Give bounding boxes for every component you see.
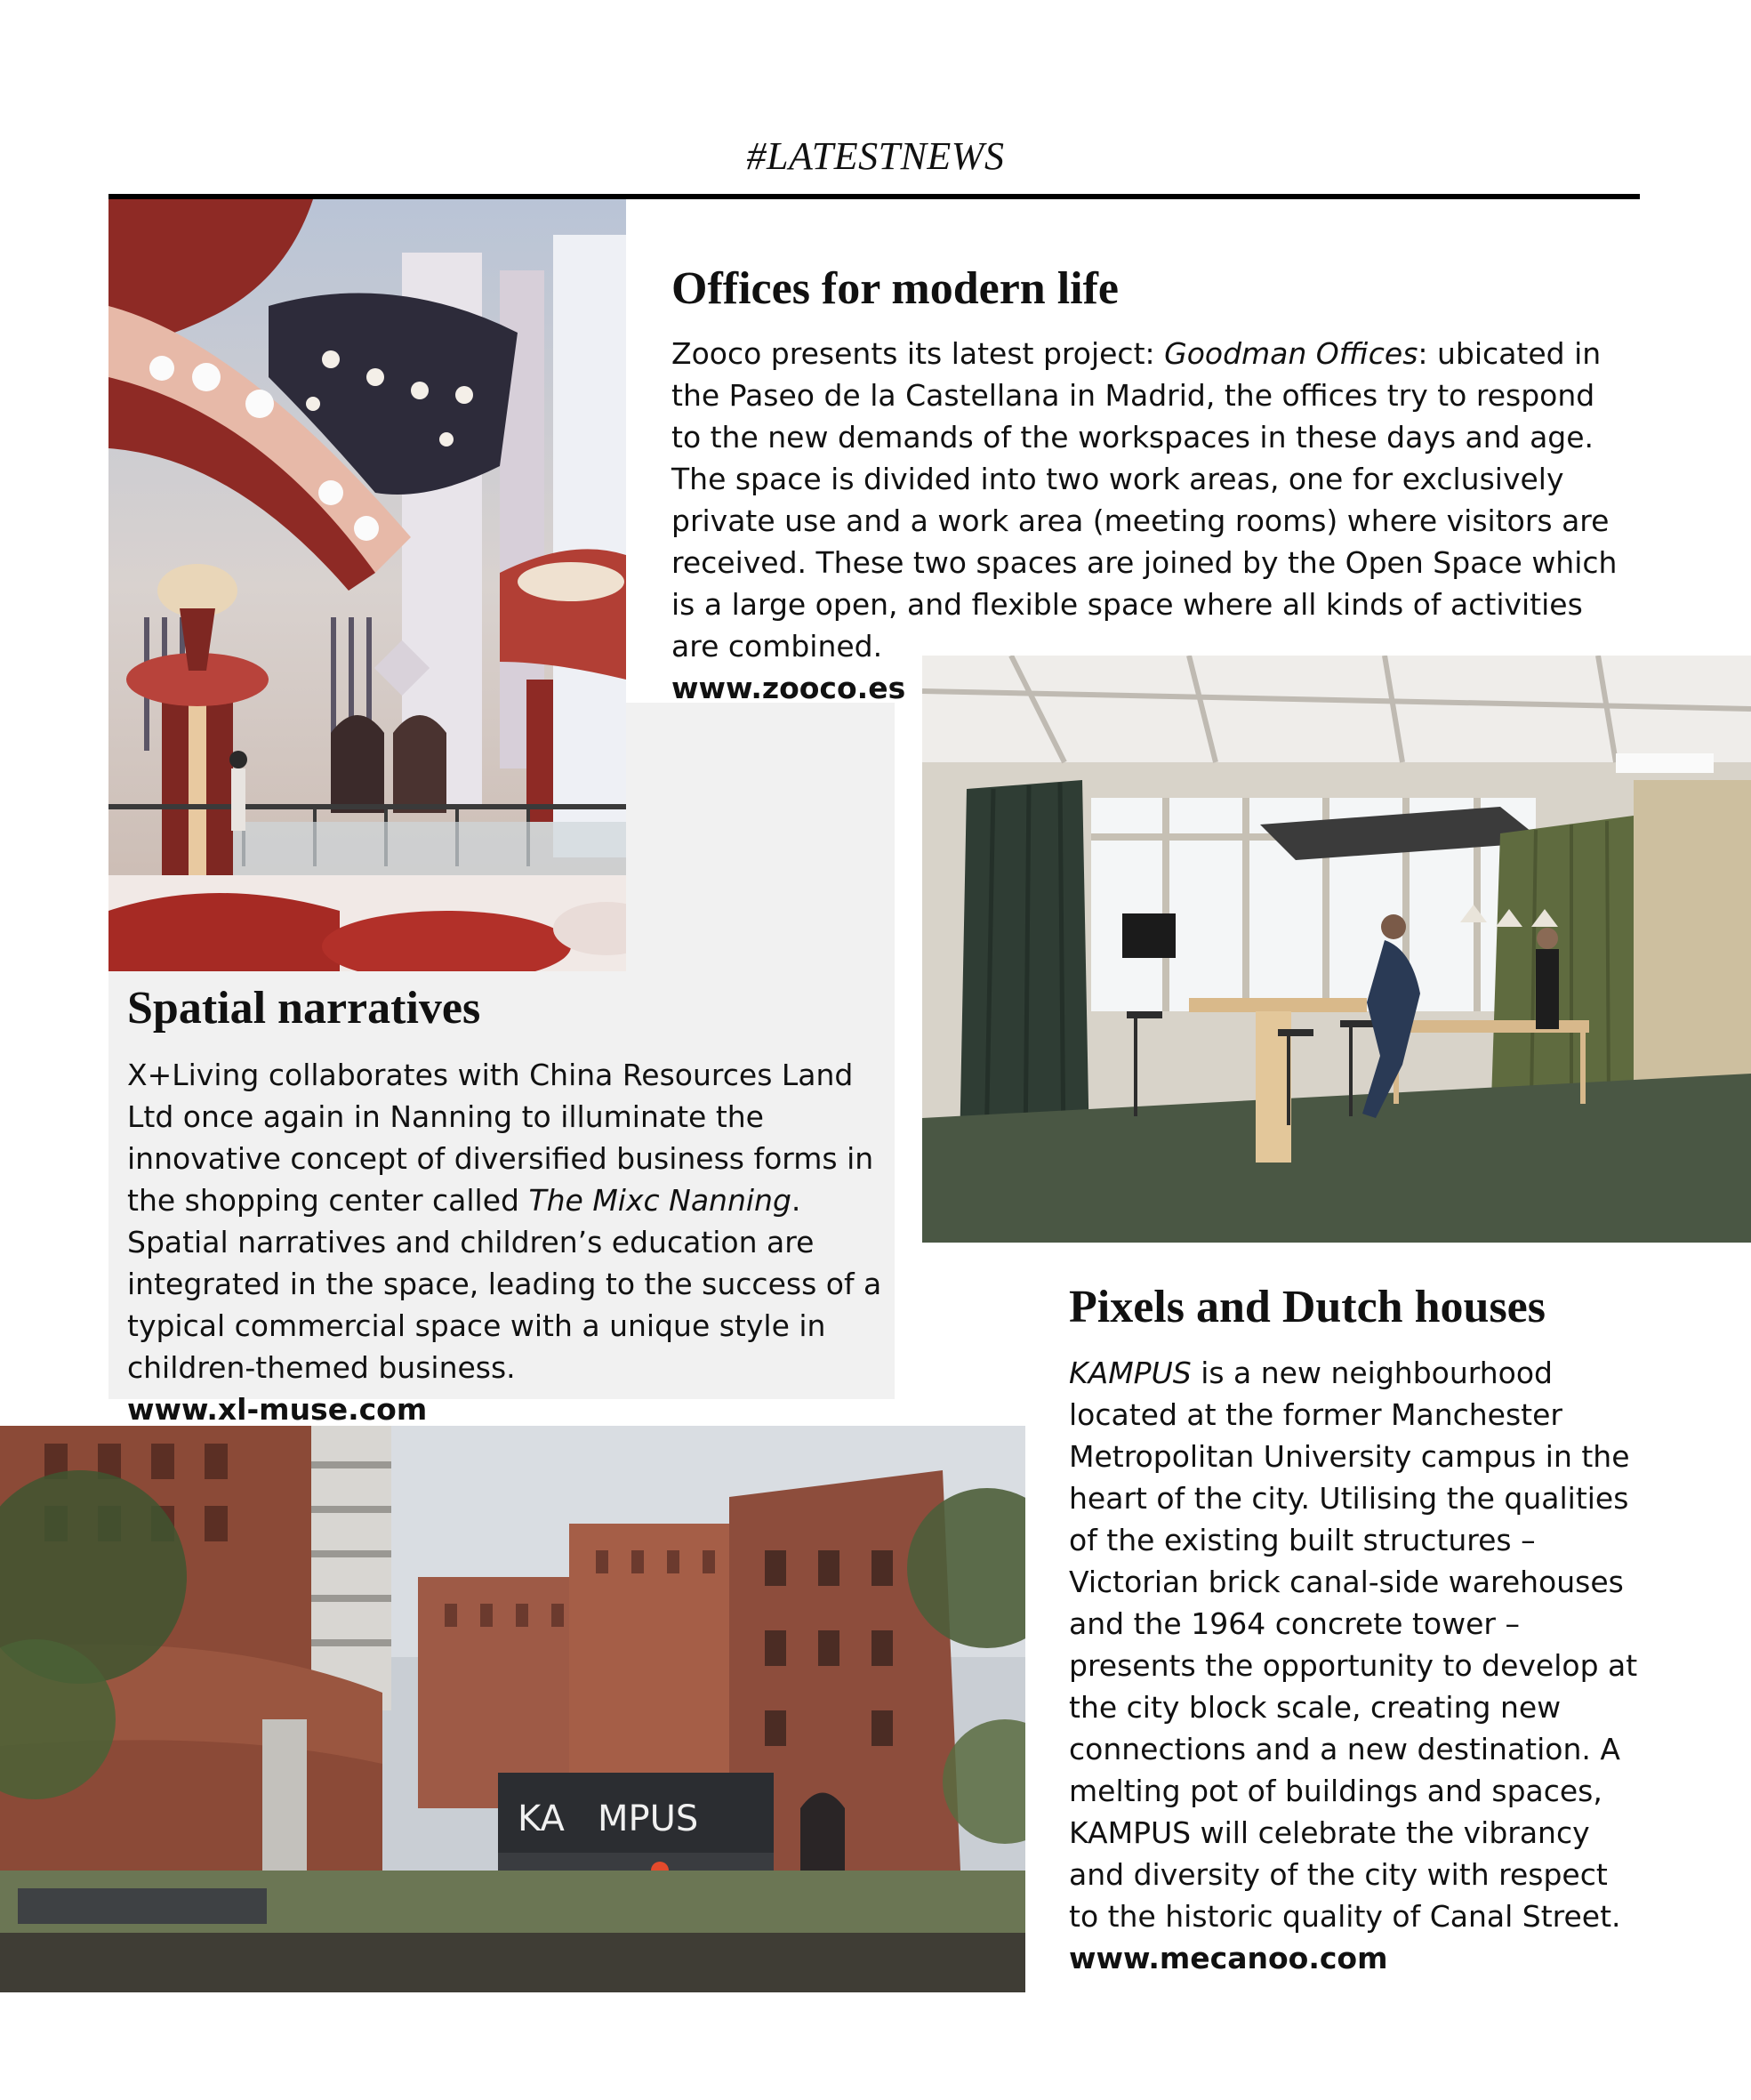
article-title-offices: Offices for modern life bbox=[671, 263, 1119, 314]
article-body-spatial bbox=[127, 1054, 883, 1430]
article-text: : ubicated in the Paseo de la Castellana in Madrid, the offices try to respond to the new demands of the workspaces in these days and age. The space is divided into two work areas, one for exclusively private use and a work area (meeting rooms) where visitors are received. These two spaces are joined by the Open Space which is a large open, and flexible space where all kinds of activities are combined. bbox=[671, 336, 1618, 664]
article-title-pixels: Pixels and Dutch houses bbox=[1069, 1282, 1546, 1332]
section-title: #LATESTNEWS bbox=[746, 134, 1005, 178]
photo-carousel-mall bbox=[108, 199, 626, 971]
article-title-spatial: Spatial narratives bbox=[127, 983, 481, 1034]
project-name: KAMPUS bbox=[1069, 1356, 1192, 1390]
article-body-offices bbox=[671, 333, 1627, 709]
project-name: The Mixc Nanning bbox=[528, 1183, 791, 1218]
kampus-sign-right: MPUS bbox=[598, 1798, 699, 1839]
photo-office-interior bbox=[922, 656, 1751, 1243]
article-text: is a new neighbourhood located at the former Manchester Metropolitan University campus in the heart of the city. Utilising the qualities of the existing built structures – Victorian brick canal-side warehouses and the 1964 concrete tower – presents the opportunity to develop at the city block scale, creating new connections and a new destination. A melting pot of buildings and spaces, KAMPUS will celebrate the vibrancy and diversity of the city with respect to the historic quality of Canal Street. bbox=[1069, 1356, 1638, 1934]
photo-kampus-canal bbox=[0, 1426, 1025, 1992]
kampus-sign-left: KA bbox=[518, 1798, 565, 1839]
article-body-pixels bbox=[1069, 1352, 1638, 1979]
project-name: Goodman Offices bbox=[1164, 336, 1418, 371]
article-link-zooco[interactable]: www.zooco.es bbox=[671, 671, 906, 705]
article-link-mecanoo[interactable]: www.mecanoo.com bbox=[1069, 1941, 1388, 1975]
article-text: X+Living collaborates with China Resources Land Ltd once again in Nanning to illuminate the innovative concept of diversified business forms in the shopping center called bbox=[127, 1058, 874, 1218]
article-link-xl-muse[interactable]: www.xl-muse.com bbox=[127, 1392, 428, 1427]
article-text: . Spatial narratives and children’s education are integrated in the space, leading to the success of a typical commercial space with a unique style in children-themed business. bbox=[127, 1183, 882, 1385]
article-text: Zooco presents its latest project: bbox=[671, 336, 1165, 371]
